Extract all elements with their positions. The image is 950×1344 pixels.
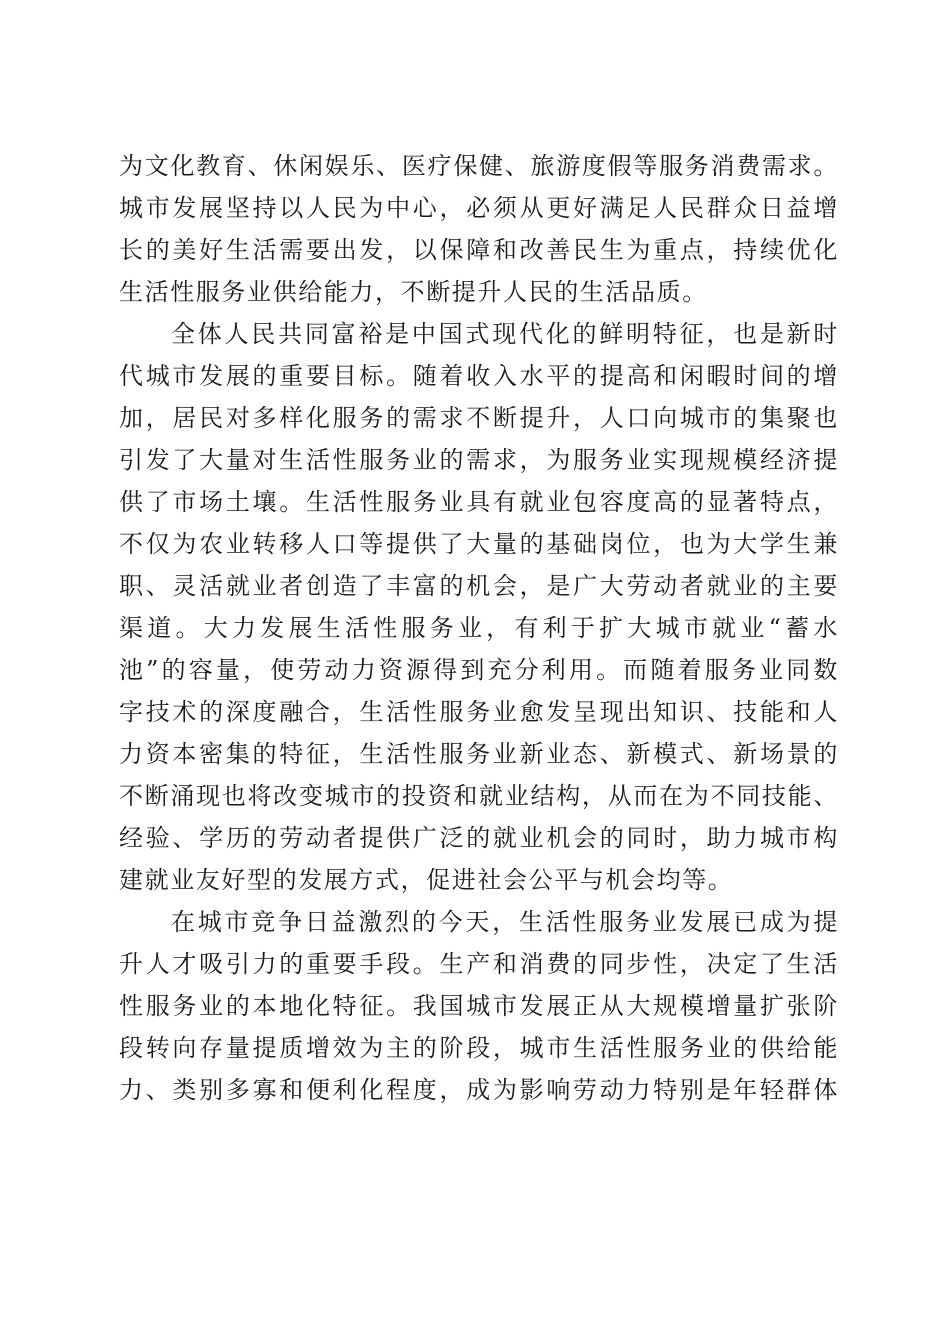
paragraph-line: 力、类别多寡和便利化程度，成为影响劳动力特别是年轻群体 <box>119 1076 839 1104</box>
paragraph-line: 职、灵活就业者创造了丰富的机会，是广大劳动者就业的主要 <box>119 572 839 600</box>
paragraph-2 <box>119 313 839 901</box>
paragraph-line: 代城市发展的重要目标。随着收入水平的提高和闲暇时间的增 <box>119 362 839 390</box>
paragraph-line: 生活性服务业供给能力，不断提升人民的生活品质。 <box>119 278 708 306</box>
paragraph-line: 引发了大量对生活性服务业的需求，为服务业实现规模经济提 <box>119 446 839 474</box>
paragraph-3 <box>119 901 839 1111</box>
paragraph-line: 经验、学历的劳动者提供广泛的就业机会的同时，助力城市构 <box>119 824 839 852</box>
paragraph-line: 升人才吸引力的重要手段。生产和消费的同步性，决定了生活 <box>119 950 839 978</box>
paragraph-line: 城市发展坚持以人民为中心，必须从更好满足人民群众日益增 <box>119 194 839 222</box>
body-text <box>119 145 839 1111</box>
paragraph-line: 为文化教育、休闲娱乐、医疗保健、旅游度假等服务消费需求。 <box>119 152 839 180</box>
paragraph-line: 性服务业的本地化特征。我国城市发展正从大规模增量扩张阶 <box>119 992 839 1020</box>
paragraph-line: 不仅为农业转移人口等提供了大量的基础岗位，也为大学生兼 <box>119 530 839 558</box>
paragraph-line: 段转向存量提质增效为主的阶段，城市生活性服务业的供给能 <box>119 1034 839 1062</box>
paragraph-1 <box>119 145 839 313</box>
paragraph-line: 在城市竞争日益激烈的今天，生活性服务业发展已成为提 <box>171 908 839 936</box>
paragraph-line: 建就业友好型的发展方式，促进社会公平与机会均等。 <box>119 866 734 894</box>
paragraph-line: 池”的容量，使劳动力资源得到充分利用。而随着服务业同数 <box>119 656 839 684</box>
paragraph-line: 全体人民共同富裕是中国式现代化的鲜明特征，也是新时 <box>171 320 839 348</box>
paragraph-line: 供了市场土壤。生活性服务业具有就业包容度高的显著特点， <box>119 488 839 516</box>
paragraph-line: 不断涌现也将改变城市的投资和就业结构，从而在为不同技能、 <box>119 782 839 810</box>
paragraph-line: 长的美好生活需要出发，以保障和改善民生为重点，持续优化 <box>119 236 839 264</box>
paragraph-line: 字技术的深度融合，生活性服务业愈发呈现出知识、技能和人 <box>119 698 839 726</box>
paragraph-line: 渠道。大力发展生活性服务业，有利于扩大城市就业“蓄水 <box>119 614 839 642</box>
paragraph-line: 加，居民对多样化服务的需求不断提升，人口向城市的集聚也 <box>119 404 839 432</box>
paragraph-line: 力资本密集的特征，生活性服务业新业态、新模式、新场景的 <box>119 740 839 768</box>
